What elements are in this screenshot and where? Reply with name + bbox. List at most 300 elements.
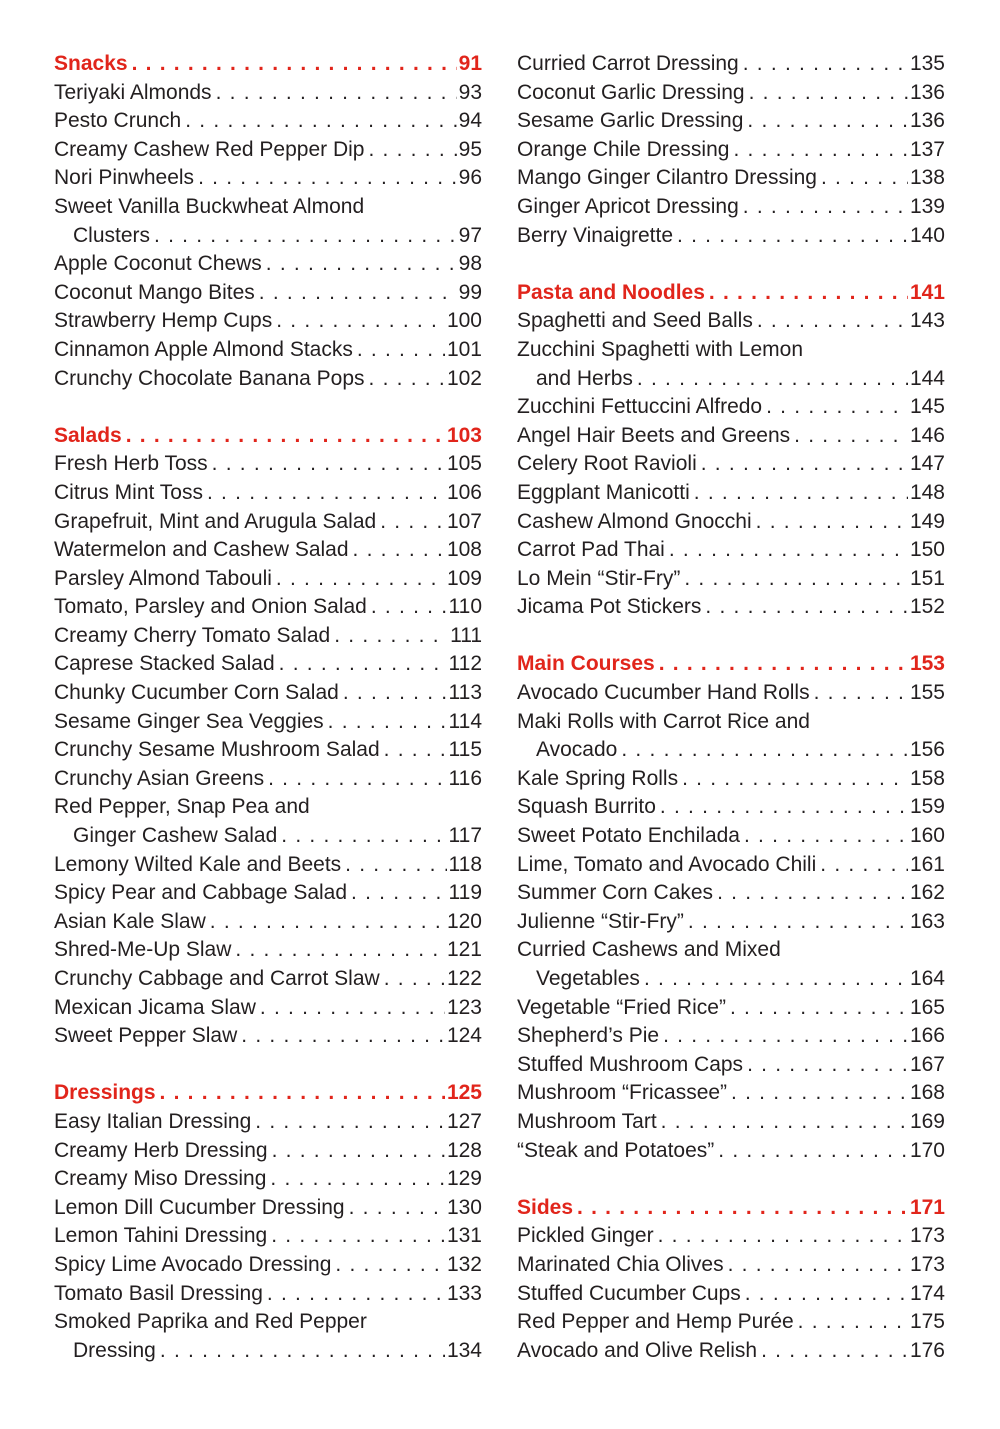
dot-leader <box>235 936 445 965</box>
entry-title: Lemon Tahini Dressing <box>54 1224 268 1248</box>
entry-title: Avocado Cucumber Hand Rolls <box>517 681 810 705</box>
entry-title: Julienne “Stir-Fry” <box>517 909 684 933</box>
dot-leader <box>731 1079 908 1108</box>
entry-page-number: 163 <box>909 909 945 933</box>
dot-leader <box>718 1137 908 1166</box>
dot-leader <box>659 650 908 679</box>
toc-entry[interactable] <box>54 851 482 880</box>
toc-entry[interactable] <box>54 1222 482 1251</box>
dot-leader <box>369 365 445 394</box>
entry-title: Creamy Herb Dressing <box>54 1138 268 1162</box>
entry-page-number: 144 <box>909 366 945 390</box>
entry-title-continued: Avocado <box>536 738 618 762</box>
entry-title: Red Pepper, Snap Pea and <box>54 795 310 819</box>
entry-title: Crunchy Chocolate Banana Pops <box>54 366 365 390</box>
dot-leader <box>658 1222 908 1251</box>
toc-entry[interactable] <box>54 1022 482 1051</box>
toc-entry-continued[interactable] <box>517 965 945 994</box>
entry-title: Avocado and Olive Relish <box>517 1338 758 1362</box>
entry-page-number: 146 <box>909 423 945 447</box>
entry-page-number: 151 <box>909 566 945 590</box>
entry-page-number: 176 <box>909 1338 945 1362</box>
toc-entry[interactable] <box>517 1079 945 1108</box>
dot-leader <box>210 908 445 937</box>
dot-leader <box>384 965 445 994</box>
dot-leader <box>717 879 908 908</box>
entry-title: Sesame Garlic Dressing <box>517 109 744 133</box>
toc-entry[interactable] <box>54 1280 482 1309</box>
entry-title: Shepherd’s Pie <box>517 1024 660 1048</box>
entry-title: Spaghetti and Seed Balls <box>517 309 753 333</box>
toc-entry[interactable] <box>517 565 945 594</box>
entry-page-number: 94 <box>458 109 482 133</box>
entry-title: Asian Kale Slaw <box>54 909 206 933</box>
entry-page-number: 149 <box>909 509 945 533</box>
entry-title: Ginger Apricot Dressing <box>517 194 739 218</box>
entry-page-number: 128 <box>446 1138 482 1162</box>
section-page-number: 153 <box>909 652 945 676</box>
entry-title: Citrus Mint Toss <box>54 480 203 504</box>
toc-entry[interactable] <box>517 79 945 108</box>
entry-title: Mexican Jicama Slaw <box>54 995 256 1019</box>
entry-title: Lemony Wilted Kale and Beets <box>54 852 342 876</box>
entry-page-number: 159 <box>909 795 945 819</box>
entry-title: Spicy Lime Avocado Dressing <box>54 1252 332 1276</box>
dot-leader <box>353 536 445 565</box>
dot-leader <box>733 136 908 165</box>
toc-entry[interactable] <box>54 1194 482 1223</box>
dot-leader <box>335 1251 445 1280</box>
entry-page-number: 118 <box>448 852 482 876</box>
dot-leader <box>756 508 908 537</box>
dot-leader <box>743 50 908 79</box>
entry-page-number: 140 <box>909 223 945 247</box>
toc-column-left <box>54 50 482 1394</box>
dot-leader <box>276 565 445 594</box>
section-title: Sides <box>517 1195 574 1219</box>
toc-entry[interactable] <box>54 1165 482 1194</box>
section-page-number: 171 <box>909 1195 945 1219</box>
dot-leader <box>761 1337 908 1366</box>
entry-page-number: 161 <box>909 852 945 876</box>
dot-leader <box>743 193 908 222</box>
toc-entry[interactable] <box>54 1251 482 1280</box>
dot-leader <box>684 565 908 594</box>
toc-entry[interactable] <box>517 1137 945 1166</box>
toc-entry[interactable] <box>54 136 482 165</box>
toc-entry[interactable] <box>517 1308 945 1337</box>
toc-entry[interactable] <box>54 79 482 108</box>
entry-page-number: 147 <box>909 452 945 476</box>
toc-entry[interactable] <box>517 822 945 851</box>
entry-page-number: 150 <box>909 538 945 562</box>
entry-page-number: 113 <box>448 681 482 705</box>
toc-entry[interactable] <box>517 851 945 880</box>
dot-leader <box>334 622 448 651</box>
dot-leader <box>371 593 447 622</box>
entry-title: Creamy Cashew Red Pepper Dip <box>54 137 365 161</box>
entry-title: Shred-Me-Up Slaw <box>54 938 232 962</box>
section-page-number: 141 <box>909 280 945 304</box>
entry-page-number: 165 <box>909 995 945 1019</box>
toc-entry[interactable] <box>517 1280 945 1309</box>
toc-entry[interactable] <box>54 679 482 708</box>
entry-title: Lime, Tomato and Avocado Chili <box>517 852 817 876</box>
toc-entry[interactable] <box>54 450 482 479</box>
entry-page-number: 136 <box>909 109 945 133</box>
toc-entry[interactable] <box>517 393 945 422</box>
dot-leader <box>747 1051 908 1080</box>
entry-page-number: 124 <box>446 1024 482 1048</box>
entry-page-number: 175 <box>909 1310 945 1334</box>
dot-leader <box>349 1194 445 1223</box>
toc-entry[interactable] <box>54 708 482 737</box>
dot-leader <box>688 908 908 937</box>
entry-page-number: 148 <box>909 480 945 504</box>
entry-title: Mushroom “Fricassee” <box>517 1081 728 1105</box>
toc-entry[interactable] <box>517 1022 945 1051</box>
entry-title: Coconut Garlic Dressing <box>517 80 745 104</box>
toc-entry[interactable] <box>517 708 945 737</box>
toc-entry[interactable] <box>517 1051 945 1080</box>
toc-entry[interactable] <box>54 908 482 937</box>
toc-entry[interactable] <box>517 1337 945 1366</box>
section-heading[interactable] <box>54 422 482 451</box>
entry-page-number: 108 <box>446 538 482 562</box>
entry-title: Marinated Chia Olives <box>517 1252 724 1276</box>
toc-section <box>54 1079 482 1365</box>
toc-entry[interactable] <box>517 593 945 622</box>
dot-leader <box>821 164 908 193</box>
entry-page-number: 121 <box>446 938 482 962</box>
section-title: Salads <box>54 423 122 447</box>
dot-leader <box>272 1137 445 1166</box>
toc-entry[interactable] <box>54 307 482 336</box>
entry-page-number: 115 <box>448 738 482 762</box>
entry-title: Parsley Almond Tabouli <box>54 566 272 590</box>
entry-title: Orange Chile Dressing <box>517 137 730 161</box>
entry-page-number: 109 <box>446 566 482 590</box>
toc-section <box>54 50 482 393</box>
toc-entry[interactable] <box>517 136 945 165</box>
toc-entry[interactable] <box>517 422 945 451</box>
entry-title: Curried Carrot Dressing <box>517 52 739 75</box>
entry-page-number: 112 <box>448 652 482 676</box>
entry-title: Easy Italian Dressing <box>54 1109 252 1133</box>
entry-title: Chunky Cucumber Corn Salad <box>54 681 339 705</box>
entry-page-number: 99 <box>458 280 482 304</box>
dot-leader <box>660 793 908 822</box>
toc-entry[interactable] <box>54 164 482 193</box>
toc-entry[interactable] <box>54 336 482 365</box>
entry-title-continued: Dressing <box>73 1338 156 1362</box>
entry-title: Pesto Crunch <box>54 109 182 133</box>
entry-title: Zucchini Spaghetti with Lemon <box>517 337 803 361</box>
toc-column-right <box>517 50 945 1394</box>
entry-title-continued: Ginger Cashew Salad <box>73 824 278 848</box>
entry-title: Tomato Basil Dressing <box>54 1281 263 1305</box>
dot-leader <box>260 994 445 1023</box>
toc-entry[interactable] <box>54 279 482 308</box>
toc-entry[interactable] <box>54 565 482 594</box>
toc-entry[interactable] <box>517 1222 945 1251</box>
entry-page-number: 136 <box>909 80 945 104</box>
entry-page-number: 152 <box>909 595 945 619</box>
toc-entry[interactable] <box>517 936 945 965</box>
toc-section <box>54 422 482 1051</box>
entry-page-number: 101 <box>446 337 482 361</box>
dot-leader <box>644 965 908 994</box>
toc-entry[interactable] <box>517 222 945 251</box>
dot-leader <box>621 736 908 765</box>
toc-entry-continued[interactable] <box>54 822 482 851</box>
dot-leader <box>154 222 457 251</box>
toc-entry[interactable] <box>54 536 482 565</box>
toc-entry[interactable] <box>54 650 482 679</box>
entry-title: Creamy Cherry Tomato Salad <box>54 623 331 647</box>
dot-leader <box>747 107 908 136</box>
toc-entry[interactable] <box>517 336 945 365</box>
entry-page-number: 156 <box>909 738 945 762</box>
dot-leader <box>126 422 445 451</box>
entry-title: “Steak and Potatoes” <box>517 1138 715 1162</box>
dot-leader <box>669 536 908 565</box>
toc-entry[interactable] <box>54 622 482 651</box>
entry-title: Celery Root Ravioli <box>517 452 697 476</box>
dot-leader <box>343 679 447 708</box>
dot-leader <box>766 393 908 422</box>
dot-leader <box>820 851 908 880</box>
entry-page-number: 133 <box>446 1281 482 1305</box>
toc-entry[interactable] <box>54 765 482 794</box>
entry-page-number: 111 <box>450 623 482 647</box>
dot-leader <box>328 708 447 737</box>
entry-page-number: 129 <box>446 1167 482 1191</box>
toc-entry[interactable] <box>54 793 482 822</box>
dot-leader <box>276 307 445 336</box>
entry-page-number: 116 <box>448 766 482 790</box>
toc-section <box>517 50 945 250</box>
dot-leader <box>357 336 445 365</box>
toc-entry[interactable] <box>54 250 482 279</box>
toc-entry[interactable] <box>517 1251 945 1280</box>
toc-entry[interactable] <box>517 765 945 794</box>
toc-entry[interactable] <box>517 994 945 1023</box>
entry-title: Lo Mein “Stir-Fry” <box>517 566 681 590</box>
entry-page-number: 174 <box>909 1281 945 1305</box>
dot-leader <box>268 765 446 794</box>
toc-entry[interactable] <box>54 1137 482 1166</box>
toc-entry-continued[interactable] <box>54 1337 482 1366</box>
entry-page-number: 173 <box>909 1224 945 1248</box>
dot-leader <box>216 79 457 108</box>
toc-entry[interactable] <box>54 107 482 136</box>
entry-title: Eggplant Manicotti <box>517 480 690 504</box>
toc-entry[interactable] <box>54 936 482 965</box>
entry-page-number: 102 <box>446 366 482 390</box>
toc-entry[interactable] <box>517 508 945 537</box>
entry-title: Berry Vinaigrette <box>517 223 674 247</box>
entry-title: Vegetable “Fried Rice” <box>517 995 726 1019</box>
entry-title: Coconut Mango Bites <box>54 280 255 304</box>
entry-page-number: 143 <box>909 309 945 333</box>
dot-leader <box>368 136 456 165</box>
toc-section <box>517 279 945 622</box>
toc-entry[interactable] <box>517 908 945 937</box>
entry-page-number: 96 <box>458 166 482 190</box>
toc-entry-continued[interactable] <box>517 365 945 394</box>
dot-leader <box>701 450 908 479</box>
dot-leader <box>198 164 457 193</box>
section-heading[interactable] <box>517 650 945 679</box>
entry-title: Pickled Ginger <box>517 1224 654 1248</box>
section-heading[interactable] <box>517 279 945 308</box>
dot-leader <box>677 222 908 251</box>
entry-page-number: 105 <box>446 452 482 476</box>
entry-page-number: 137 <box>909 137 945 161</box>
dot-leader <box>267 1280 445 1309</box>
toc-entry[interactable] <box>517 793 945 822</box>
dot-leader <box>794 422 908 451</box>
entry-title: Spicy Pear and Cabbage Salad <box>54 881 348 905</box>
dot-leader <box>744 822 908 851</box>
entry-page-number: 110 <box>448 595 482 619</box>
toc-entry[interactable] <box>517 479 945 508</box>
toc-entry[interactable] <box>517 50 945 79</box>
toc-entry[interactable] <box>517 1108 945 1137</box>
entry-title: Nori Pinwheels <box>54 166 195 190</box>
entry-page-number: 160 <box>909 824 945 848</box>
toc-entry[interactable] <box>54 965 482 994</box>
entry-page-number: 119 <box>448 881 482 905</box>
dot-leader <box>798 1308 908 1337</box>
entry-page-number: 130 <box>446 1195 482 1219</box>
section-page-number: 103 <box>446 423 482 447</box>
dot-leader <box>259 279 457 308</box>
entry-title: Mango Ginger Cilantro Dressing <box>517 166 817 190</box>
toc-entry[interactable] <box>517 193 945 222</box>
entry-page-number: 162 <box>909 881 945 905</box>
toc-entry[interactable] <box>54 1108 482 1137</box>
toc-entry[interactable] <box>54 508 482 537</box>
entry-page-number: 122 <box>446 967 482 990</box>
toc-entry[interactable] <box>517 679 945 708</box>
dot-leader <box>345 851 446 880</box>
entry-page-number: 114 <box>448 709 482 733</box>
entry-page-number: 139 <box>909 194 945 218</box>
entry-page-number: 135 <box>909 52 945 75</box>
entry-title: Crunchy Sesame Mushroom Salad <box>54 738 380 762</box>
toc-entry[interactable] <box>517 107 945 136</box>
toc-entry[interactable] <box>517 450 945 479</box>
toc-entry[interactable] <box>517 536 945 565</box>
entry-title: Jicama Pot Stickers <box>517 595 702 619</box>
entry-page-number: 107 <box>446 509 482 533</box>
entry-page-number: 120 <box>446 909 482 933</box>
dot-leader <box>281 822 446 851</box>
dot-leader <box>661 1108 908 1137</box>
toc-entry[interactable] <box>54 365 482 394</box>
section-page-number: 91 <box>458 52 482 75</box>
toc-entry[interactable] <box>517 879 945 908</box>
toc-entry[interactable] <box>54 736 482 765</box>
section-heading[interactable] <box>517 1194 945 1223</box>
entry-title: Stuffed Mushroom Caps <box>517 1052 744 1076</box>
dot-leader <box>266 250 457 279</box>
dot-leader <box>814 679 908 708</box>
entry-title: Kale Spring Rolls <box>517 766 679 790</box>
dot-leader <box>577 1194 908 1223</box>
entry-title: Stuffed Cucumber Cups <box>517 1281 741 1305</box>
dot-leader <box>663 1022 908 1051</box>
entry-title: Summer Corn Cakes <box>517 881 714 905</box>
entry-page-number: 166 <box>909 1024 945 1048</box>
dot-leader <box>380 508 445 537</box>
dot-leader <box>160 1079 445 1108</box>
entry-page-number: 123 <box>446 995 482 1019</box>
entry-title-continued: Clusters <box>73 223 151 247</box>
dot-leader <box>271 1222 445 1251</box>
toc-section <box>517 650 945 1165</box>
dot-leader <box>694 479 908 508</box>
toc-entry[interactable] <box>54 193 482 222</box>
entry-title-continued: and Herbs <box>536 366 633 390</box>
section-title: Main Courses <box>517 652 655 676</box>
entry-title: Sweet Pepper Slaw <box>54 1024 238 1048</box>
toc-entry[interactable] <box>517 307 945 336</box>
entry-title: Zucchini Fettuccini Alfredo <box>517 395 763 419</box>
toc-entry[interactable] <box>54 994 482 1023</box>
entry-page-number: 117 <box>448 824 482 848</box>
toc-section <box>517 1194 945 1366</box>
entry-title: Crunchy Cabbage and Carrot Slaw <box>54 967 380 990</box>
entry-page-number: 131 <box>446 1224 482 1248</box>
dot-leader <box>728 1251 908 1280</box>
entry-title: Sesame Ginger Sea Veggies <box>54 709 324 733</box>
dot-leader <box>255 1108 445 1137</box>
toc-entry[interactable] <box>54 879 482 908</box>
entry-title: Lemon Dill Cucumber Dressing <box>54 1195 345 1219</box>
toc-entry[interactable] <box>517 164 945 193</box>
entry-title: Tomato, Parsley and Onion Salad <box>54 595 367 619</box>
section-heading[interactable] <box>54 50 482 79</box>
toc-entry-continued[interactable] <box>54 222 482 251</box>
toc-entry[interactable] <box>54 479 482 508</box>
entry-page-number: 132 <box>446 1252 482 1276</box>
entry-page-number: 100 <box>446 309 482 333</box>
entry-title: Mushroom Tart <box>517 1109 657 1133</box>
dot-leader <box>709 279 908 308</box>
entry-title: Sweet Vanilla Buckwheat Almond <box>54 194 365 218</box>
section-title: Pasta and Noodles <box>517 280 705 304</box>
toc-entry[interactable] <box>54 593 482 622</box>
entry-title: Red Pepper and Hemp Purée <box>517 1310 794 1334</box>
entry-title: Fresh Herb Toss <box>54 452 208 476</box>
entry-page-number: 93 <box>458 80 482 104</box>
dot-leader <box>749 79 908 108</box>
entry-title: Grapefruit, Mint and Arugula Salad <box>54 509 377 533</box>
entry-page-number: 158 <box>909 766 945 790</box>
toc-entry-continued[interactable] <box>517 736 945 765</box>
entry-page-number: 170 <box>909 1138 945 1162</box>
section-heading[interactable] <box>54 1079 482 1108</box>
entry-page-number: 173 <box>909 1252 945 1276</box>
dot-leader <box>351 879 446 908</box>
toc-entry[interactable] <box>54 1308 482 1337</box>
entry-title: Cinnamon Apple Almond Stacks <box>54 337 353 361</box>
dot-leader <box>207 479 445 508</box>
entry-title: Sweet Potato Enchilada <box>517 824 740 848</box>
